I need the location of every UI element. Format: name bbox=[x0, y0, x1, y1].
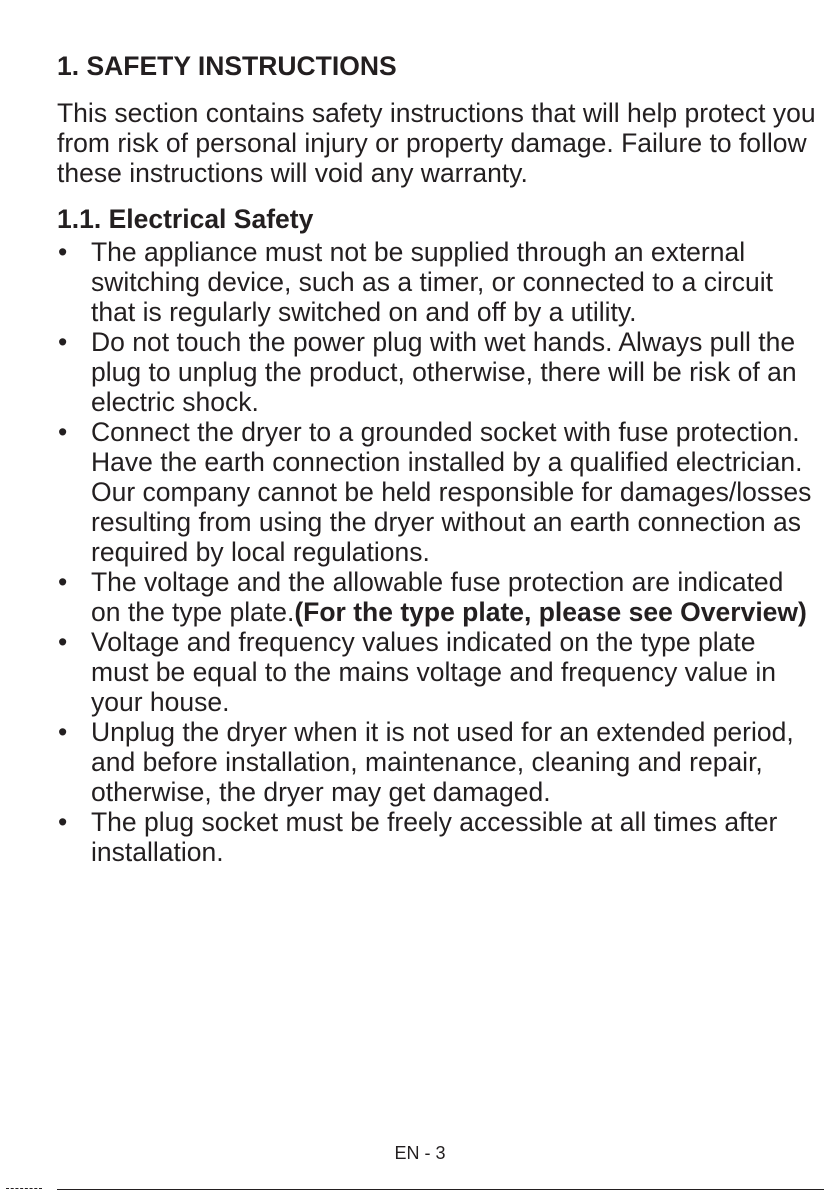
list-item-bold-reference: (For the type plate, please see Overview) bbox=[294, 597, 807, 627]
list-item-text: Voltage and frequency values indicated on the type plate must be equal to the mains voltage and frequency value in your house. bbox=[91, 627, 777, 717]
list-item bbox=[57, 567, 817, 627]
subsection-title: 1.1. Electrical Safety bbox=[57, 204, 314, 234]
list-item-text: Connect the dryer to a grounded socket with fuse protection. Have the earth connection installed by a qualified electrician. Our company cannot be held responsible for damages/losses resulting from using the dryer without an earth connection as required by local regulations. bbox=[91, 417, 812, 567]
list-item bbox=[57, 237, 817, 327]
section-intro: This section contains safety instructions that will help protect you from risk of personal injury or property damage. Failure to follow these instructions will void any warranty. bbox=[57, 98, 816, 188]
list-item-text: The appliance must not be supplied through an external switching device, such as a timer, or connected to a circuit that is regularly switched on and off by a utility. bbox=[91, 237, 773, 327]
list-item bbox=[57, 327, 817, 417]
bullet-icon: • bbox=[58, 567, 68, 597]
list-item-text: Do not touch the power plug with wet hands. Always pull the plug to unplug the product, otherwise, there will be risk of an electric shock. bbox=[91, 327, 797, 417]
manual-page bbox=[57, 50, 817, 867]
bullet-icon: • bbox=[58, 417, 68, 447]
footer-rule bbox=[57, 1189, 824, 1190]
list-item-text: The plug socket must be freely accessible at all times after installation. bbox=[91, 807, 778, 867]
electrical-safety-list bbox=[57, 237, 817, 867]
bullet-icon: • bbox=[58, 237, 68, 267]
page-number: EN - 3 bbox=[394, 1143, 446, 1163]
list-item bbox=[57, 807, 817, 867]
bullet-icon: • bbox=[58, 717, 68, 747]
crop-marks bbox=[6, 1188, 42, 1193]
section-title: 1. SAFETY INSTRUCTIONS bbox=[57, 51, 397, 81]
list-item bbox=[57, 627, 817, 717]
list-item-text: The voltage and the allowable fuse protection are indicated on the type plate. bbox=[91, 567, 784, 627]
list-item bbox=[57, 717, 817, 807]
list-item-text: Unplug the dryer when it is not used for an extended period, and before installation, maintenance, cleaning and repair, otherwise, the dryer may get damaged. bbox=[91, 717, 794, 807]
bullet-icon: • bbox=[58, 807, 68, 837]
bullet-icon: • bbox=[58, 627, 68, 657]
bullet-icon: • bbox=[58, 327, 68, 357]
list-item bbox=[57, 417, 817, 567]
